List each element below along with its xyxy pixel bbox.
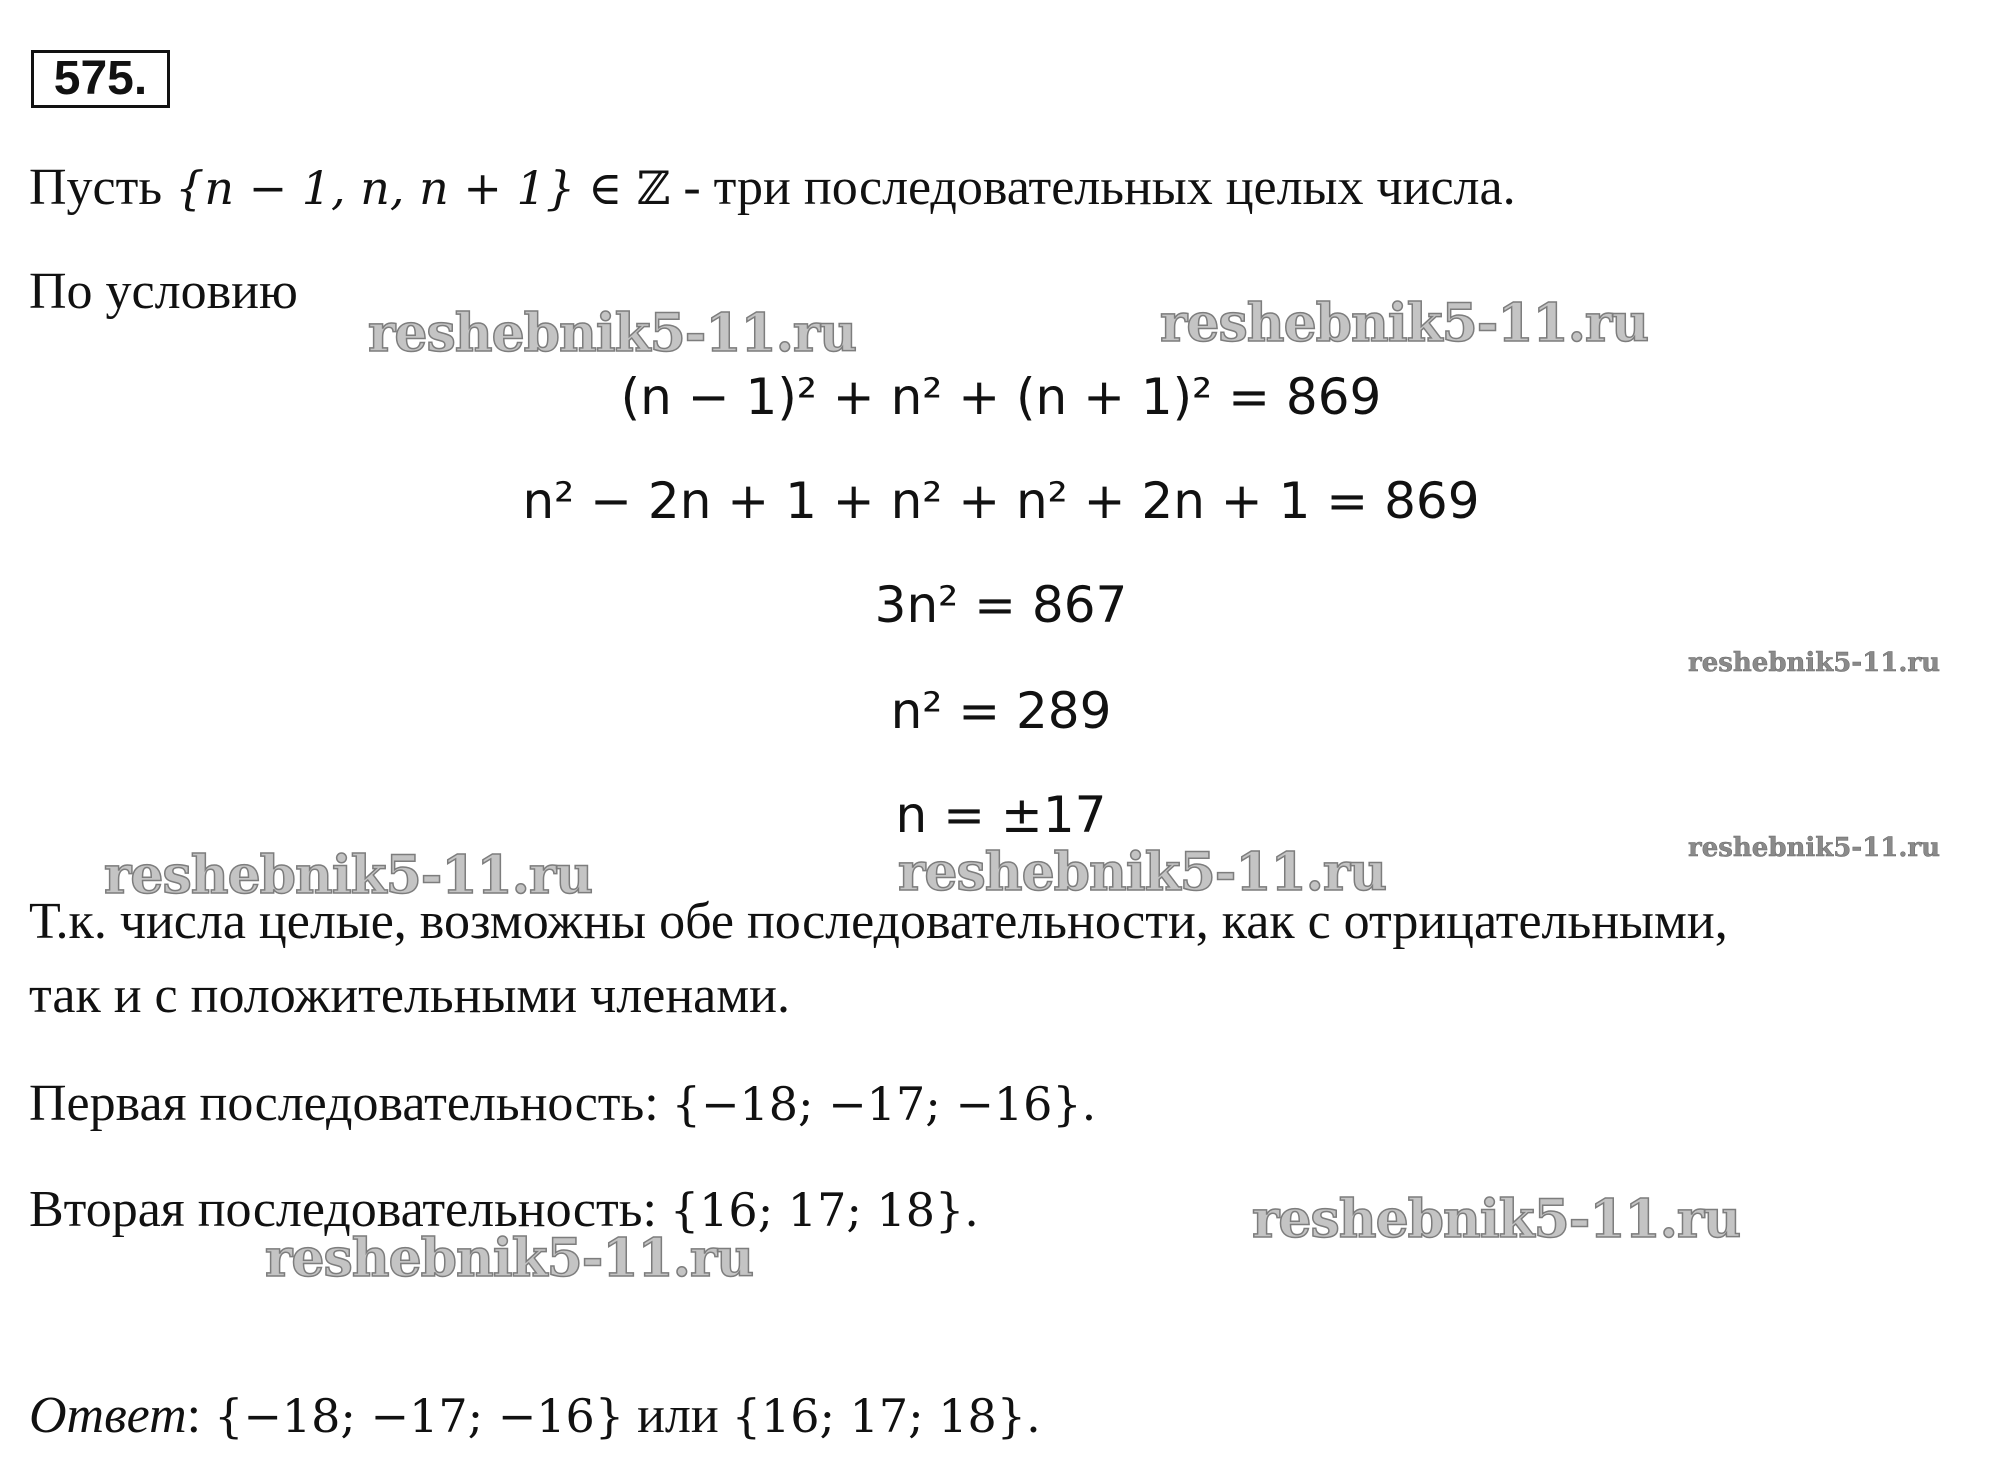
second-sequence-value: {16; 17; 18}.	[669, 1183, 979, 1237]
answer-line	[29, 1386, 1041, 1446]
watermark: reshebnik5-11.ru	[265, 1228, 754, 1289]
watermark: reshebnik5-11.ru	[104, 845, 593, 906]
first-sequence-value: {−18; −17; −16}.	[671, 1077, 1097, 1131]
answer-or: или	[624, 1387, 732, 1444]
explanation-line-2: так и с положительными членами.	[29, 967, 790, 1024]
first-sequence	[29, 1074, 1096, 1134]
equation-1: (n − 1)² + n² + (n + 1)² = 869	[620, 368, 1382, 426]
equation-4: n² = 289	[890, 682, 1112, 740]
intro-prefix: Пусть	[29, 159, 163, 216]
answer-colon: :	[186, 1387, 215, 1444]
answer-label: Ответ	[29, 1387, 187, 1444]
answer-value-2: {16; 17; 18}.	[731, 1389, 1041, 1443]
intro-member-of: ∈ ℤ	[588, 161, 671, 215]
watermark: reshebnik5-11.ru	[1688, 833, 1941, 863]
watermark: reshebnik5-11.ru	[368, 303, 857, 364]
first-sequence-label: Первая последовательность:	[29, 1075, 672, 1132]
answer-value-1: {−18; −17; −16}	[214, 1389, 625, 1443]
intro-line	[29, 158, 1516, 218]
equation-5: n = ±17	[895, 786, 1107, 844]
problem-number: 575.	[31, 50, 170, 108]
intro-suffix: - три последовательных целых числа.	[670, 159, 1516, 216]
second-sequence-label: Вторая последовательность:	[29, 1181, 670, 1238]
condition-label: По условию	[29, 263, 298, 320]
equation-3: 3n² = 867	[874, 576, 1128, 634]
explanation-line-1: Т.к. числа целые, возможны обе последовательности, как с отрицательными,	[29, 893, 1728, 950]
watermark: reshebnik5-11.ru	[898, 842, 1387, 903]
watermark: reshebnik5-11.ru	[1252, 1189, 1741, 1250]
watermark: reshebnik5-11.ru	[1160, 293, 1649, 354]
watermark: reshebnik5-11.ru	[1688, 648, 1941, 678]
equation-2: n² − 2n + 1 + n² + n² + 2n + 1 = 869	[522, 472, 1480, 530]
intro-set-expression: {n − 1, n, n + 1}	[175, 161, 576, 215]
